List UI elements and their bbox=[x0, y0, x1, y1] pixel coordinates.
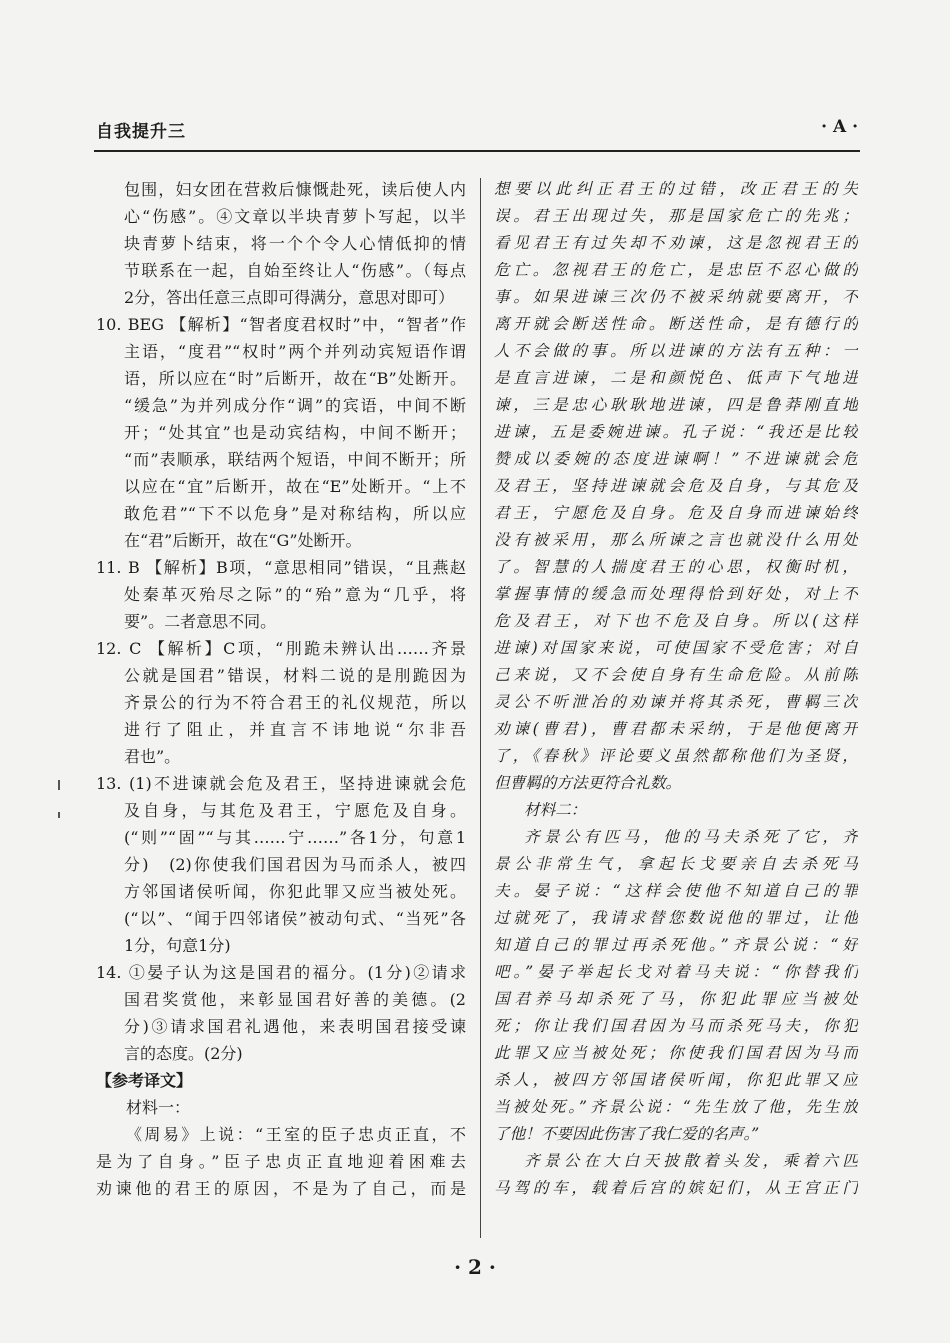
text-line: 以应在“宜”后断开，故在“E”处断开。“上不 bbox=[124, 477, 466, 496]
edition-label: · A · bbox=[821, 117, 858, 137]
header-divider bbox=[94, 150, 860, 152]
text-line: 是直言进谏，二是和颜悦色、低声下气地进 bbox=[494, 369, 858, 387]
text-line: 赞成以委婉的态度进谏啊！”不进谏就会危 bbox=[494, 450, 858, 468]
column-divider bbox=[480, 178, 481, 1238]
text-line: 11. B 【解析】B项，“意思相同”错误，“且燕赵 bbox=[96, 558, 466, 577]
text-line: 国君奖赏他，来彰显国君好善的美德。(2 bbox=[124, 990, 466, 1009]
text-line: 语，所以应在“时”后断开，故在“B”处断开。 bbox=[124, 369, 466, 388]
text-line: 10. BEG 【解析】“智者度君权时”中，“智者”作 bbox=[96, 315, 466, 334]
text-line: 但曹羁的方法更符合礼数。 bbox=[494, 774, 682, 792]
text-line: 杀人，被四方邻国诸侯听闻，你犯此罪又应 bbox=[494, 1071, 858, 1089]
text-line: 在“君”后断开，故在“G”处断开。 bbox=[124, 531, 362, 550]
text-line: 离开就会断送性命。断送性命，是有德行的 bbox=[494, 315, 858, 333]
text-line: 了。智慧的人揣度君王的心思，权衡时机， bbox=[494, 558, 858, 576]
text-line: 人不会做的事。所以进谏的方法有五种：一 bbox=[494, 342, 858, 360]
text-line: 想要以此纠正君王的过错，改正君王的失 bbox=[494, 180, 858, 198]
text-line: 块青萝卜结束，将一个个令人心情低抑的情 bbox=[124, 234, 466, 253]
text-line: 夫。晏子说：“这样会使他不知道自己的罪 bbox=[494, 882, 858, 900]
text-line: 危亡。忽视君王的危亡，是忠臣不忍心做的 bbox=[494, 261, 858, 279]
text-line: 【参考译文】 bbox=[96, 1071, 193, 1090]
text-line: 13. (1)不进谏就会危及君王，坚持进谏就会危 bbox=[96, 774, 466, 793]
text-line: 言的态度。(2分) bbox=[124, 1044, 243, 1063]
text-line: 及自身，与其危及君王，宁愿危及自身。 bbox=[124, 801, 466, 820]
text-line: 过就死了，我请求替您数说他的罪过，让他 bbox=[494, 909, 858, 927]
text-line: 了他！不要因此伤害了我仁爱的名声。” bbox=[494, 1125, 760, 1143]
text-line: 节联系在一起，自始至终让人“伤感”。（每点 bbox=[124, 261, 466, 280]
text-line: 吧。”晏子举起长戈对着马夫说：“你替我们 bbox=[494, 963, 858, 981]
text-line: 己来说，又不会使自身有生命危险。从前陈 bbox=[494, 666, 858, 684]
text-line: 齐景公有匹马，他的马夫杀死了它，齐 bbox=[524, 828, 858, 846]
text-line: 分)③请求国君礼遇他，来表明国君接受谏 bbox=[124, 1017, 466, 1036]
text-line: 事。如果进谏三次仍不被采纳就要离开，不 bbox=[494, 288, 858, 306]
text-line: 14. ①晏子认为这是国君的福分。(1分)②请求 bbox=[96, 963, 466, 982]
text-line: 2分，答出任意三点即可得满分，意思对即可） bbox=[124, 288, 455, 307]
text-line: 没有被采用，那么所谏之言也就没什么用处 bbox=[494, 531, 858, 549]
text-line: 危及君王，对下也不危及自身。所以(这样 bbox=[494, 612, 858, 630]
text-line: 齐景公的行为不符合君王的礼仪规范，所以 bbox=[124, 693, 466, 712]
text-line: 国君养马却杀死了马，你犯此罪应当被处 bbox=[494, 990, 858, 1008]
text-line: (“则”“固”“与其……宁……”各1分，句意1 bbox=[124, 828, 466, 847]
text-line: 马驾的车，载着后宫的嫔妃们，从王宫正门 bbox=[494, 1179, 858, 1197]
text-line: 材料一： bbox=[126, 1098, 191, 1117]
answer-column-left bbox=[96, 176, 466, 1202]
text-line: 处秦革灭殆尽之际”的“殆”意为“几乎，将 bbox=[124, 585, 466, 604]
text-line: 《周易》上说：“王室的臣子忠贞正直，不 bbox=[126, 1125, 466, 1144]
text-line: 看见君王有过失却不劝谏，这是忽视君王的 bbox=[494, 234, 858, 252]
text-line: 死；你让我们国君因为马而杀死马夫，你犯 bbox=[494, 1017, 858, 1035]
text-line: 进谏)对国家来说，可使国家不受危害；对自 bbox=[494, 639, 858, 657]
text-line: 劝谏(曹君)，曹君都未采纳，于是他便离开 bbox=[494, 720, 858, 738]
section-title: 自我提升三 bbox=[96, 122, 186, 142]
text-line: 方邻国诸侯听闻，你犯此罪又应当被处死。 bbox=[124, 882, 466, 901]
text-line: 此罪又应当被处死；你使我们国君因为马而 bbox=[494, 1044, 858, 1062]
text-line: 1分，句意1分) bbox=[124, 936, 231, 955]
text-line: 12. C 【解析】C项，“刖跪未辨认出……齐景 bbox=[96, 639, 466, 658]
text-line: 知道自己的罪过再杀死他。”齐景公说：“好 bbox=[494, 936, 858, 954]
text-line: 包围，妇女团在营救后慷慨赴死，读后使人内 bbox=[124, 180, 466, 199]
text-line: 谏，三是忠心耿耿地进谏，四是鲁莽刚直地 bbox=[494, 396, 858, 414]
text-line: 君王，宁愿危及自身。危及自身而进谏始终 bbox=[494, 504, 858, 522]
text-line: 当被处死。”齐景公说：“先生放了他，先生放 bbox=[494, 1098, 858, 1116]
text-line: 及君王，坚持进谏就会危及自身，与其危及 bbox=[494, 477, 858, 495]
text-line: 心“伤感”。④文章以半块青萝卜写起，以半 bbox=[124, 207, 466, 226]
text-line: 分) (2)你使我们国君因为马而杀人，被四 bbox=[124, 855, 466, 874]
text-line: 材料二： bbox=[524, 801, 587, 819]
text-line: 君也”。 bbox=[124, 747, 181, 766]
text-line: 主语，“度君”“权时”两个并列动宾短语作谓 bbox=[124, 342, 466, 361]
text-line: 是为了自身。”臣子忠贞正直地迎着困难去 bbox=[96, 1152, 466, 1171]
text-line: (“以”、“闻于四邻诸侯”被动句式、“当死”各 bbox=[124, 909, 466, 928]
text-line: 了，《春秋》评论要义虽然都称他们为圣贤， bbox=[494, 747, 858, 765]
text-line: “缓急”为并列成分作“调”的宾语，中间不断 bbox=[124, 396, 466, 415]
text-line: 灵公不听泄冶的劝谏并将其杀死，曹羁三次 bbox=[494, 693, 858, 711]
text-line: 进谏，五是委婉进谏。孔子说：“我还是比较 bbox=[494, 423, 858, 441]
translation-column-right bbox=[494, 176, 858, 1202]
text-line: 要”。二者意思不同。 bbox=[124, 612, 277, 631]
text-line: “而”表顺承，联结两个短语，中间不断开；所 bbox=[124, 450, 466, 469]
text-line: 进行了阻止，并直言不讳地说“尔非吾 bbox=[124, 720, 466, 739]
margin-mark bbox=[58, 780, 60, 790]
text-line: 公就是国君”错误，材料二说的是刖跪因为 bbox=[124, 666, 466, 685]
text-line: 劝谏他的君王的原因，不是为了自己，而是 bbox=[96, 1179, 466, 1198]
margin-mark bbox=[58, 812, 60, 818]
text-line: 齐景公在大白天披散着头发，乘着六匹 bbox=[524, 1152, 858, 1170]
text-line: 掌握事情的缓急而处理得恰到好处，对上不 bbox=[494, 585, 858, 603]
text-line: 景公非常生气，拿起长戈要亲自去杀死马 bbox=[494, 855, 858, 873]
text-line: 开；“处其宜”也是动宾结构，中间不断开； bbox=[124, 423, 466, 442]
text-line: 敢危君”“下不以危身”是对称结构，所以应 bbox=[124, 504, 466, 523]
text-line: 误。君王出现过失，那是国家危亡的先兆； bbox=[494, 207, 858, 225]
page-number: · 2 · bbox=[454, 1255, 496, 1279]
